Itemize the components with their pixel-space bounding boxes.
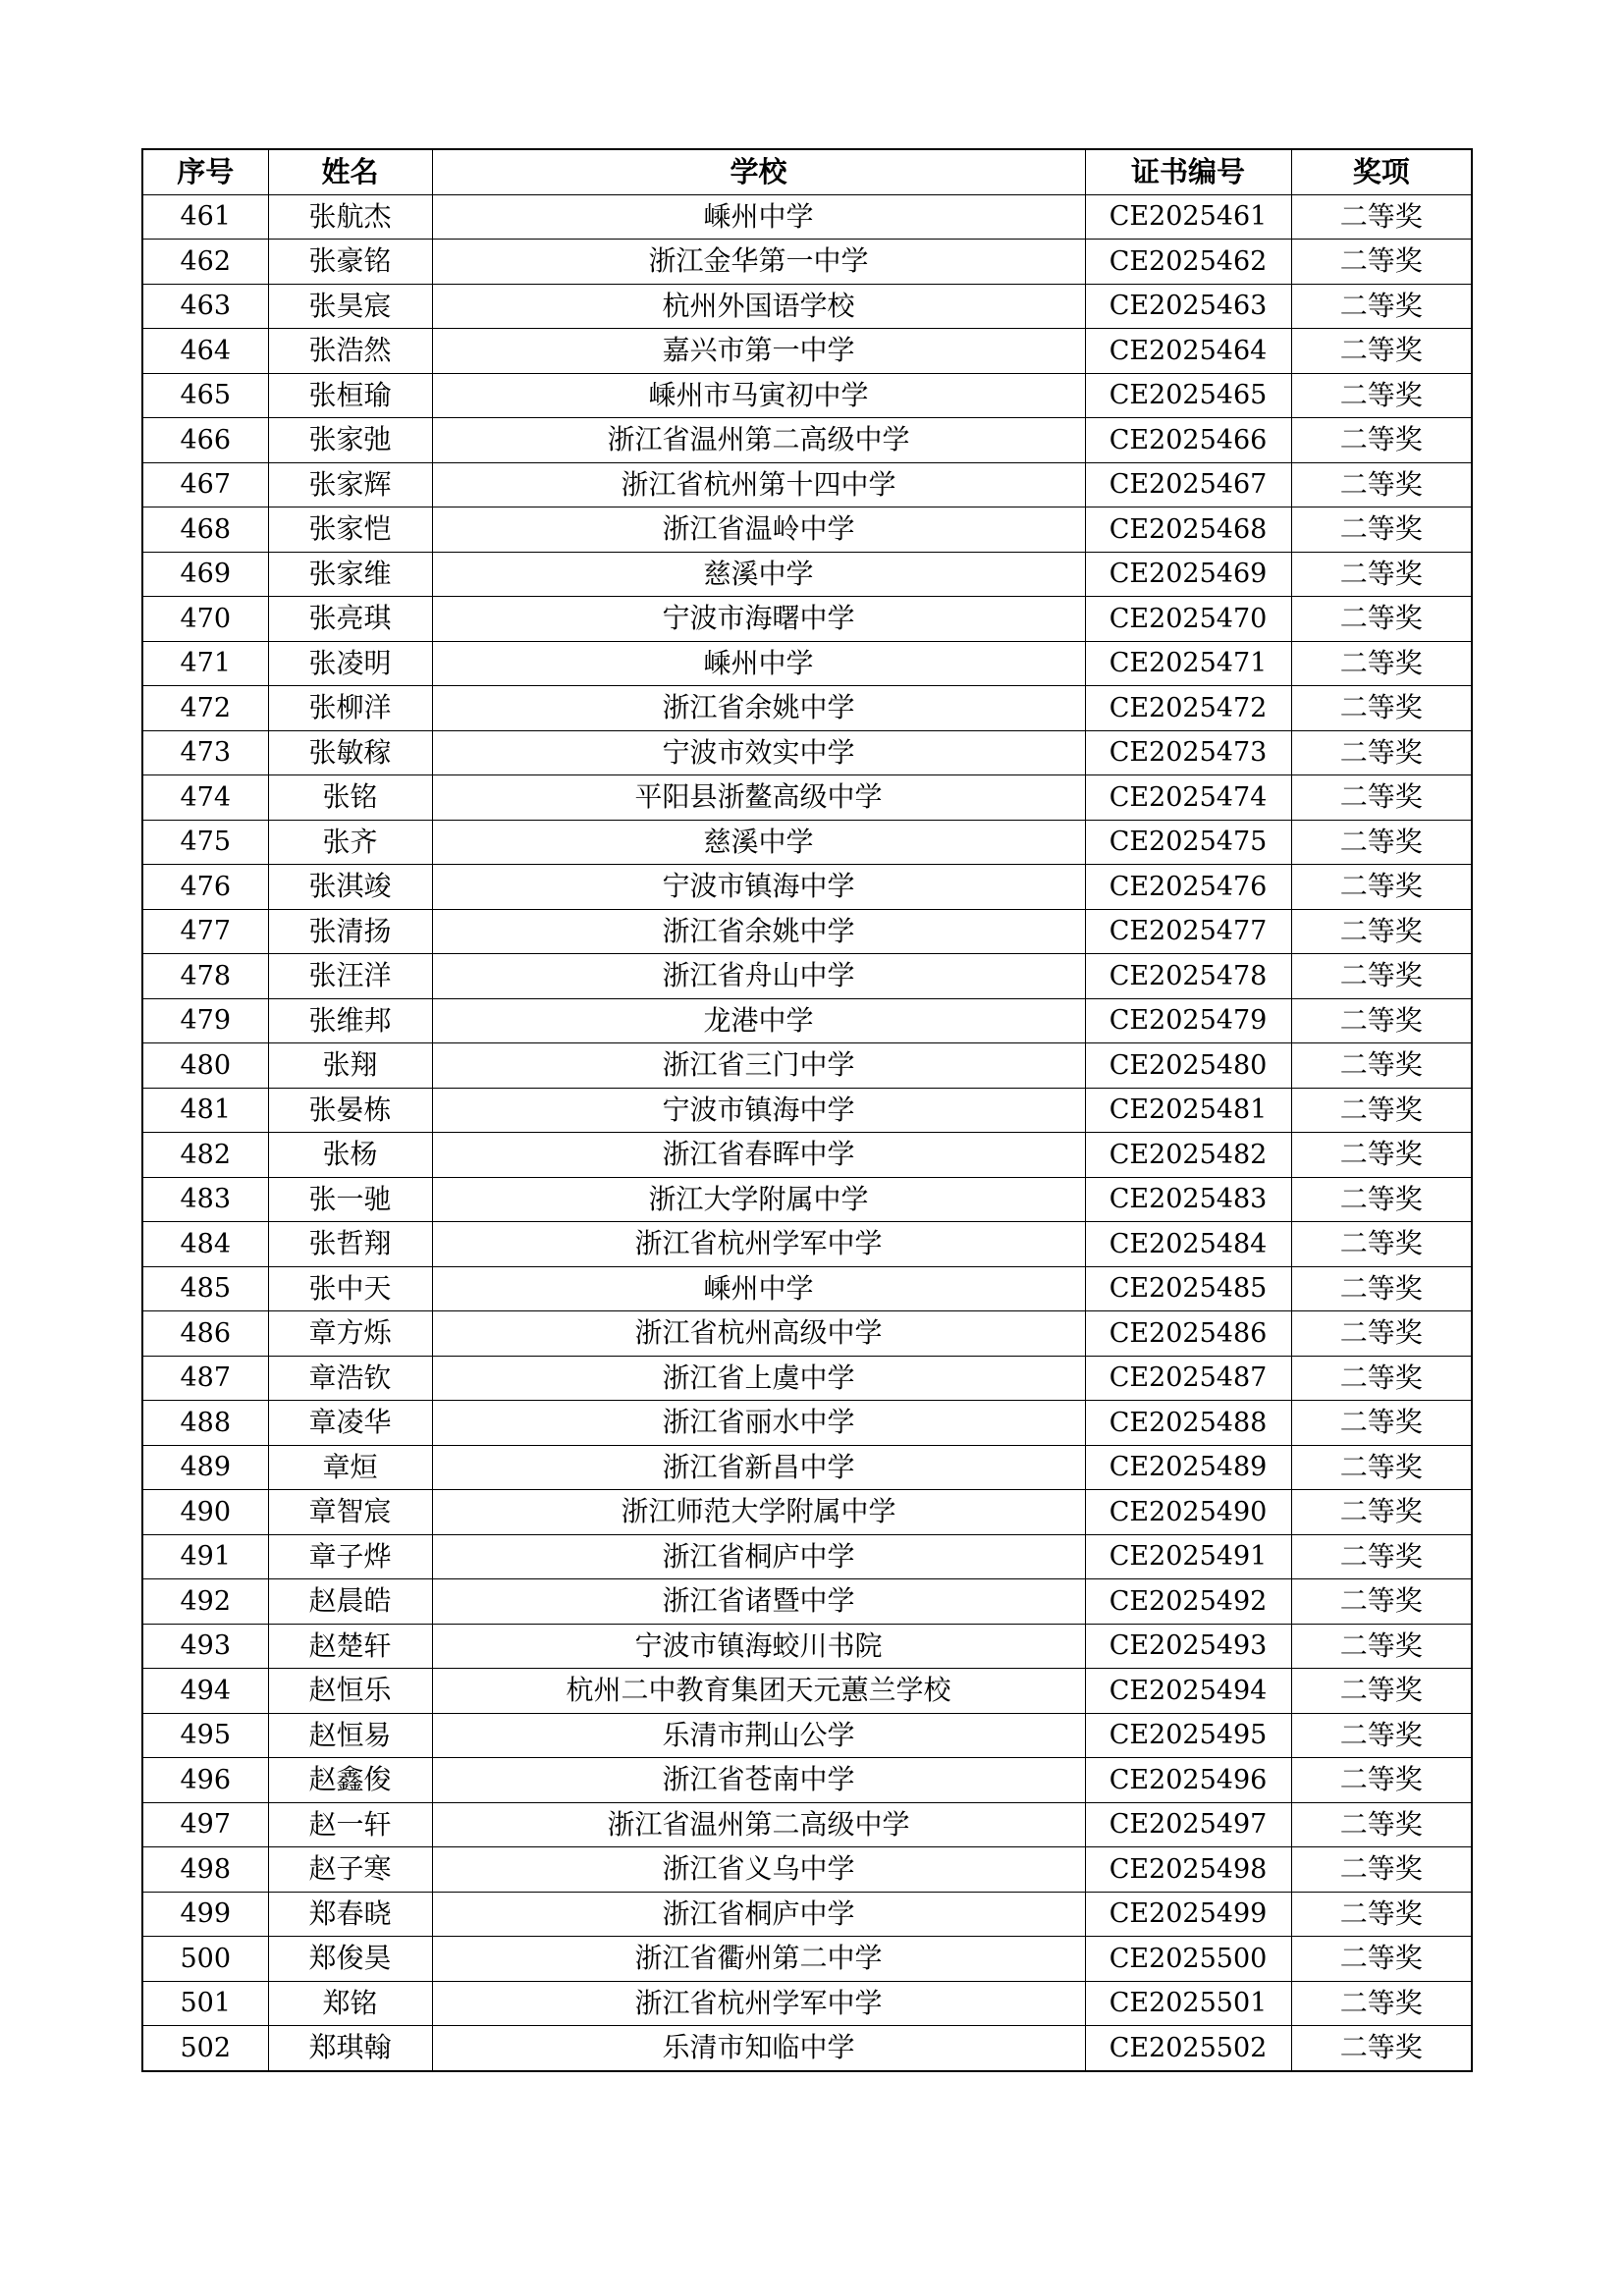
cell-award: 二等奖 bbox=[1291, 1758, 1472, 1803]
cell-award: 二等奖 bbox=[1291, 1445, 1472, 1490]
table-row bbox=[142, 1133, 1472, 1178]
table-row bbox=[142, 1937, 1472, 1982]
cell-seq: 492 bbox=[142, 1579, 268, 1625]
cell-name: 张中天 bbox=[268, 1266, 432, 1311]
cell-cert: CE2025488 bbox=[1085, 1401, 1291, 1446]
table-row bbox=[142, 1401, 1472, 1446]
cell-seq: 465 bbox=[142, 373, 268, 418]
cell-award: 二等奖 bbox=[1291, 1669, 1472, 1714]
cell-name: 张齐 bbox=[268, 820, 432, 865]
cell-cert: CE2025479 bbox=[1085, 998, 1291, 1043]
header-award: 奖项 bbox=[1291, 149, 1472, 194]
cell-cert: CE2025485 bbox=[1085, 1266, 1291, 1311]
cell-seq: 461 bbox=[142, 194, 268, 240]
table-row bbox=[142, 373, 1472, 418]
cell-award: 二等奖 bbox=[1291, 418, 1472, 463]
cell-seq: 478 bbox=[142, 954, 268, 999]
cell-cert: CE2025464 bbox=[1085, 329, 1291, 374]
cell-cert: CE2025490 bbox=[1085, 1490, 1291, 1535]
table-row bbox=[142, 2026, 1472, 2071]
table-row bbox=[142, 820, 1472, 865]
cell-cert: CE2025496 bbox=[1085, 1758, 1291, 1803]
cell-name: 章子烨 bbox=[268, 1534, 432, 1579]
cell-seq: 499 bbox=[142, 1892, 268, 1937]
table-row bbox=[142, 730, 1472, 775]
cell-school: 浙江省三门中学 bbox=[432, 1043, 1085, 1089]
table-row bbox=[142, 1802, 1472, 1847]
cell-name: 张浩然 bbox=[268, 329, 432, 374]
table-row bbox=[142, 1088, 1472, 1133]
cell-cert: CE2025469 bbox=[1085, 552, 1291, 597]
cell-cert: CE2025502 bbox=[1085, 2026, 1291, 2071]
cell-award: 二等奖 bbox=[1291, 1401, 1472, 1446]
cell-award: 二等奖 bbox=[1291, 1802, 1472, 1847]
cell-name: 张哲翔 bbox=[268, 1222, 432, 1267]
cell-award: 二等奖 bbox=[1291, 194, 1472, 240]
cell-award: 二等奖 bbox=[1291, 1534, 1472, 1579]
cell-seq: 485 bbox=[142, 1266, 268, 1311]
cell-cert: CE2025498 bbox=[1085, 1847, 1291, 1893]
cell-cert: CE2025481 bbox=[1085, 1088, 1291, 1133]
cell-name: 郑铭 bbox=[268, 1981, 432, 2026]
cell-award: 二等奖 bbox=[1291, 1133, 1472, 1178]
cell-school: 浙江省苍南中学 bbox=[432, 1758, 1085, 1803]
cell-cert: CE2025467 bbox=[1085, 462, 1291, 507]
cell-school: 嵊州市马寅初中学 bbox=[432, 373, 1085, 418]
cell-school: 浙江省温岭中学 bbox=[432, 507, 1085, 553]
cell-award: 二等奖 bbox=[1291, 686, 1472, 731]
cell-cert: CE2025466 bbox=[1085, 418, 1291, 463]
cell-name: 张翔 bbox=[268, 1043, 432, 1089]
table-row bbox=[142, 194, 1472, 240]
cell-name: 张柳洋 bbox=[268, 686, 432, 731]
cell-seq: 473 bbox=[142, 730, 268, 775]
cell-school: 嵊州中学 bbox=[432, 1266, 1085, 1311]
cell-school: 浙江省温州第二高级中学 bbox=[432, 1802, 1085, 1847]
cell-seq: 477 bbox=[142, 909, 268, 954]
cell-school: 嘉兴市第一中学 bbox=[432, 329, 1085, 374]
cell-award: 二等奖 bbox=[1291, 1088, 1472, 1133]
cell-name: 郑春晓 bbox=[268, 1892, 432, 1937]
cell-school: 宁波市镇海蛟川书院 bbox=[432, 1624, 1085, 1669]
cell-school: 浙江省余姚中学 bbox=[432, 909, 1085, 954]
cell-name: 张家辉 bbox=[268, 462, 432, 507]
cell-seq: 501 bbox=[142, 1981, 268, 2026]
cell-award: 二等奖 bbox=[1291, 1624, 1472, 1669]
cell-cert: CE2025487 bbox=[1085, 1356, 1291, 1401]
cell-award: 二等奖 bbox=[1291, 730, 1472, 775]
cell-name: 章智宸 bbox=[268, 1490, 432, 1535]
cell-school: 浙江省诸暨中学 bbox=[432, 1579, 1085, 1625]
table-row bbox=[142, 641, 1472, 686]
cell-cert: CE2025482 bbox=[1085, 1133, 1291, 1178]
table-row bbox=[142, 1043, 1472, 1089]
cell-school: 乐清市荆山公学 bbox=[432, 1713, 1085, 1758]
cell-cert: CE2025484 bbox=[1085, 1222, 1291, 1267]
table-row bbox=[142, 552, 1472, 597]
cell-name: 赵楚轩 bbox=[268, 1624, 432, 1669]
table-row bbox=[142, 998, 1472, 1043]
cell-cert: CE2025478 bbox=[1085, 954, 1291, 999]
cell-award: 二等奖 bbox=[1291, 2026, 1472, 2071]
cell-school: 平阳县浙鳌高级中学 bbox=[432, 775, 1085, 821]
cell-seq: 472 bbox=[142, 686, 268, 731]
cell-cert: CE2025477 bbox=[1085, 909, 1291, 954]
table-row bbox=[142, 462, 1472, 507]
cell-seq: 494 bbox=[142, 1669, 268, 1714]
cell-school: 慈溪中学 bbox=[432, 552, 1085, 597]
table-row bbox=[142, 775, 1472, 821]
cell-award: 二等奖 bbox=[1291, 1177, 1472, 1222]
table-row bbox=[142, 865, 1472, 910]
table-row bbox=[142, 1445, 1472, 1490]
cell-name: 张亮琪 bbox=[268, 597, 432, 642]
cell-seq: 474 bbox=[142, 775, 268, 821]
cell-name: 章凌华 bbox=[268, 1401, 432, 1446]
cell-seq: 463 bbox=[142, 284, 268, 329]
cell-seq: 475 bbox=[142, 820, 268, 865]
table-row bbox=[142, 507, 1472, 553]
cell-award: 二等奖 bbox=[1291, 641, 1472, 686]
cell-cert: CE2025493 bbox=[1085, 1624, 1291, 1669]
cell-cert: CE2025461 bbox=[1085, 194, 1291, 240]
table-row bbox=[142, 240, 1472, 285]
table-row bbox=[142, 1669, 1472, 1714]
cell-cert: CE2025483 bbox=[1085, 1177, 1291, 1222]
cell-school: 浙江省杭州高级中学 bbox=[432, 1311, 1085, 1357]
table-row bbox=[142, 909, 1472, 954]
cell-award: 二等奖 bbox=[1291, 1847, 1472, 1893]
table-row bbox=[142, 284, 1472, 329]
cell-school: 乐清市知临中学 bbox=[432, 2026, 1085, 2071]
cell-school: 浙江省舟山中学 bbox=[432, 954, 1085, 999]
table-row bbox=[142, 686, 1472, 731]
table-row bbox=[142, 1490, 1472, 1535]
table-row bbox=[142, 1624, 1472, 1669]
cell-award: 二等奖 bbox=[1291, 1356, 1472, 1401]
cell-school: 浙江省桐庐中学 bbox=[432, 1534, 1085, 1579]
cell-seq: 483 bbox=[142, 1177, 268, 1222]
cell-name: 赵一轩 bbox=[268, 1802, 432, 1847]
table-row bbox=[142, 1892, 1472, 1937]
cell-school: 宁波市效实中学 bbox=[432, 730, 1085, 775]
table-row bbox=[142, 1534, 1472, 1579]
cell-school: 浙江省上虞中学 bbox=[432, 1356, 1085, 1401]
cell-award: 二等奖 bbox=[1291, 1311, 1472, 1357]
cell-seq: 495 bbox=[142, 1713, 268, 1758]
cell-cert: CE2025491 bbox=[1085, 1534, 1291, 1579]
cell-seq: 479 bbox=[142, 998, 268, 1043]
cell-award: 二等奖 bbox=[1291, 909, 1472, 954]
cell-name: 郑琪翰 bbox=[268, 2026, 432, 2071]
cell-cert: CE2025472 bbox=[1085, 686, 1291, 731]
cell-name: 张晏栋 bbox=[268, 1088, 432, 1133]
cell-cert: CE2025475 bbox=[1085, 820, 1291, 865]
header-seq: 序号 bbox=[142, 149, 268, 194]
cell-seq: 476 bbox=[142, 865, 268, 910]
award-list-table bbox=[141, 148, 1473, 2072]
cell-name: 赵子寒 bbox=[268, 1847, 432, 1893]
cell-award: 二等奖 bbox=[1291, 1937, 1472, 1982]
header-certificate: 证书编号 bbox=[1085, 149, 1291, 194]
cell-school: 浙江师范大学附属中学 bbox=[432, 1490, 1085, 1535]
cell-award: 二等奖 bbox=[1291, 1579, 1472, 1625]
cell-cert: CE2025470 bbox=[1085, 597, 1291, 642]
cell-seq: 502 bbox=[142, 2026, 268, 2071]
cell-cert: CE2025465 bbox=[1085, 373, 1291, 418]
cell-name: 张凌明 bbox=[268, 641, 432, 686]
cell-cert: CE2025500 bbox=[1085, 1937, 1291, 1982]
cell-seq: 470 bbox=[142, 597, 268, 642]
cell-school: 浙江省新昌中学 bbox=[432, 1445, 1085, 1490]
cell-name: 张维邦 bbox=[268, 998, 432, 1043]
cell-seq: 490 bbox=[142, 1490, 268, 1535]
cell-seq: 480 bbox=[142, 1043, 268, 1089]
cell-award: 二等奖 bbox=[1291, 240, 1472, 285]
cell-cert: CE2025474 bbox=[1085, 775, 1291, 821]
table-row bbox=[142, 1981, 1472, 2026]
table-header-row bbox=[142, 149, 1472, 194]
cell-seq: 489 bbox=[142, 1445, 268, 1490]
cell-name: 章方烁 bbox=[268, 1311, 432, 1357]
cell-school: 浙江省衢州第二中学 bbox=[432, 1937, 1085, 1982]
cell-school: 浙江省春晖中学 bbox=[432, 1133, 1085, 1178]
cell-cert: CE2025462 bbox=[1085, 240, 1291, 285]
cell-name: 张昊宸 bbox=[268, 284, 432, 329]
cell-award: 二等奖 bbox=[1291, 597, 1472, 642]
cell-seq: 493 bbox=[142, 1624, 268, 1669]
cell-seq: 497 bbox=[142, 1802, 268, 1847]
table-row bbox=[142, 1356, 1472, 1401]
cell-school: 宁波市镇海中学 bbox=[432, 1088, 1085, 1133]
cell-award: 二等奖 bbox=[1291, 1892, 1472, 1937]
table-row bbox=[142, 1847, 1472, 1893]
cell-name: 张家恺 bbox=[268, 507, 432, 553]
cell-name: 张家弛 bbox=[268, 418, 432, 463]
table-row bbox=[142, 1266, 1472, 1311]
cell-school: 嵊州中学 bbox=[432, 641, 1085, 686]
cell-award: 二等奖 bbox=[1291, 1490, 1472, 1535]
cell-cert: CE2025476 bbox=[1085, 865, 1291, 910]
cell-name: 张桓瑜 bbox=[268, 373, 432, 418]
cell-name: 张豪铭 bbox=[268, 240, 432, 285]
header-school: 学校 bbox=[432, 149, 1085, 194]
cell-name: 张一驰 bbox=[268, 1177, 432, 1222]
cell-award: 二等奖 bbox=[1291, 1266, 1472, 1311]
cell-school: 浙江省杭州学军中学 bbox=[432, 1222, 1085, 1267]
cell-school: 浙江大学附属中学 bbox=[432, 1177, 1085, 1222]
cell-name: 赵鑫俊 bbox=[268, 1758, 432, 1803]
table-row bbox=[142, 597, 1472, 642]
cell-award: 二等奖 bbox=[1291, 462, 1472, 507]
cell-seq: 486 bbox=[142, 1311, 268, 1357]
cell-school: 宁波市镇海中学 bbox=[432, 865, 1085, 910]
table-row bbox=[142, 1222, 1472, 1267]
table-row bbox=[142, 954, 1472, 999]
cell-seq: 468 bbox=[142, 507, 268, 553]
cell-seq: 500 bbox=[142, 1937, 268, 1982]
cell-seq: 464 bbox=[142, 329, 268, 374]
cell-award: 二等奖 bbox=[1291, 507, 1472, 553]
cell-award: 二等奖 bbox=[1291, 329, 1472, 374]
cell-school: 浙江金华第一中学 bbox=[432, 240, 1085, 285]
cell-award: 二等奖 bbox=[1291, 775, 1472, 821]
cell-award: 二等奖 bbox=[1291, 284, 1472, 329]
cell-school: 宁波市海曙中学 bbox=[432, 597, 1085, 642]
cell-seq: 466 bbox=[142, 418, 268, 463]
cell-award: 二等奖 bbox=[1291, 552, 1472, 597]
cell-name: 章浩钦 bbox=[268, 1356, 432, 1401]
cell-school: 龙港中学 bbox=[432, 998, 1085, 1043]
cell-award: 二等奖 bbox=[1291, 820, 1472, 865]
cell-school: 杭州二中教育集团天元蕙兰学校 bbox=[432, 1669, 1085, 1714]
cell-cert: CE2025473 bbox=[1085, 730, 1291, 775]
cell-seq: 482 bbox=[142, 1133, 268, 1178]
cell-school: 嵊州中学 bbox=[432, 194, 1085, 240]
cell-cert: CE2025486 bbox=[1085, 1311, 1291, 1357]
cell-seq: 487 bbox=[142, 1356, 268, 1401]
cell-name: 张铭 bbox=[268, 775, 432, 821]
cell-seq: 481 bbox=[142, 1088, 268, 1133]
cell-name: 章烜 bbox=[268, 1445, 432, 1490]
cell-cert: CE2025497 bbox=[1085, 1802, 1291, 1847]
table-body bbox=[142, 194, 1472, 2071]
cell-name: 赵晨皓 bbox=[268, 1579, 432, 1625]
cell-award: 二等奖 bbox=[1291, 1222, 1472, 1267]
cell-cert: CE2025489 bbox=[1085, 1445, 1291, 1490]
cell-school: 慈溪中学 bbox=[432, 820, 1085, 865]
cell-school: 杭州外国语学校 bbox=[432, 284, 1085, 329]
cell-cert: CE2025468 bbox=[1085, 507, 1291, 553]
cell-name: 赵恒易 bbox=[268, 1713, 432, 1758]
cell-seq: 462 bbox=[142, 240, 268, 285]
table-row bbox=[142, 329, 1472, 374]
cell-seq: 484 bbox=[142, 1222, 268, 1267]
cell-seq: 496 bbox=[142, 1758, 268, 1803]
cell-award: 二等奖 bbox=[1291, 1981, 1472, 2026]
cell-cert: CE2025501 bbox=[1085, 1981, 1291, 2026]
cell-award: 二等奖 bbox=[1291, 865, 1472, 910]
cell-school: 浙江省杭州学军中学 bbox=[432, 1981, 1085, 2026]
cell-name: 张淇竣 bbox=[268, 865, 432, 910]
table-row bbox=[142, 418, 1472, 463]
table-row bbox=[142, 1579, 1472, 1625]
cell-name: 张家维 bbox=[268, 552, 432, 597]
cell-cert: CE2025494 bbox=[1085, 1669, 1291, 1714]
cell-cert: CE2025492 bbox=[1085, 1579, 1291, 1625]
table-row bbox=[142, 1177, 1472, 1222]
cell-name: 张清扬 bbox=[268, 909, 432, 954]
cell-seq: 498 bbox=[142, 1847, 268, 1893]
cell-name: 张航杰 bbox=[268, 194, 432, 240]
cell-school: 浙江省余姚中学 bbox=[432, 686, 1085, 731]
cell-name: 赵恒乐 bbox=[268, 1669, 432, 1714]
cell-seq: 488 bbox=[142, 1401, 268, 1446]
cell-award: 二等奖 bbox=[1291, 954, 1472, 999]
header-name: 姓名 bbox=[268, 149, 432, 194]
cell-name: 张杨 bbox=[268, 1133, 432, 1178]
cell-cert: CE2025463 bbox=[1085, 284, 1291, 329]
cell-school: 浙江省温州第二高级中学 bbox=[432, 418, 1085, 463]
cell-seq: 491 bbox=[142, 1534, 268, 1579]
cell-school: 浙江省义乌中学 bbox=[432, 1847, 1085, 1893]
table-row bbox=[142, 1758, 1472, 1803]
cell-award: 二等奖 bbox=[1291, 373, 1472, 418]
cell-school: 浙江省丽水中学 bbox=[432, 1401, 1085, 1446]
cell-cert: CE2025471 bbox=[1085, 641, 1291, 686]
cell-seq: 469 bbox=[142, 552, 268, 597]
cell-cert: CE2025499 bbox=[1085, 1892, 1291, 1937]
cell-cert: CE2025480 bbox=[1085, 1043, 1291, 1089]
cell-award: 二等奖 bbox=[1291, 1713, 1472, 1758]
cell-award: 二等奖 bbox=[1291, 998, 1472, 1043]
table-row bbox=[142, 1311, 1472, 1357]
table-row bbox=[142, 1713, 1472, 1758]
cell-cert: CE2025495 bbox=[1085, 1713, 1291, 1758]
cell-school: 浙江省杭州第十四中学 bbox=[432, 462, 1085, 507]
cell-school: 浙江省桐庐中学 bbox=[432, 1892, 1085, 1937]
cell-name: 张敏稼 bbox=[268, 730, 432, 775]
cell-name: 郑俊昊 bbox=[268, 1937, 432, 1982]
cell-name: 张汪洋 bbox=[268, 954, 432, 999]
cell-award: 二等奖 bbox=[1291, 1043, 1472, 1089]
cell-seq: 471 bbox=[142, 641, 268, 686]
cell-seq: 467 bbox=[142, 462, 268, 507]
